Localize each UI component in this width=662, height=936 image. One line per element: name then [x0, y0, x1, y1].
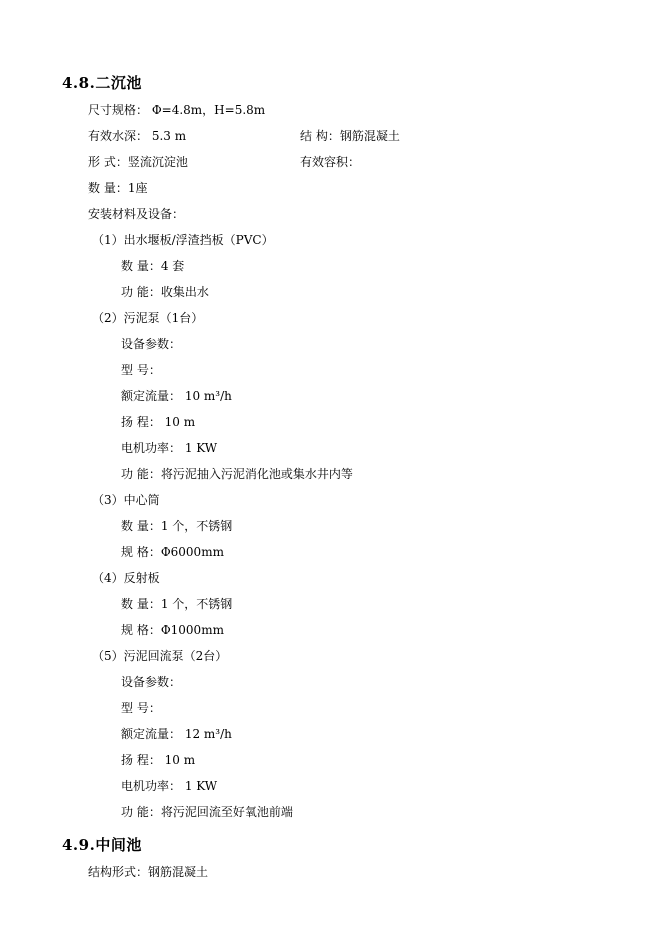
item-line: 数 量：4 套: [121, 259, 185, 273]
spec-volume: 有效容积：: [300, 155, 361, 169]
item-line: 设备参数：: [121, 337, 182, 351]
item-line: 规 格：Φ1000mm: [121, 623, 224, 637]
item-line: 额定流量： 12 m³/h: [121, 727, 232, 741]
item-line: 额定流量： 10 m³/h: [121, 389, 232, 403]
spec-structure: 结 构：钢筋混凝土: [300, 129, 400, 143]
spec-size: 尺寸规格： Φ=4.8m，H=5.8m: [88, 103, 266, 117]
item-line: 规 格：Φ6000mm: [121, 545, 224, 559]
item-line: 扬 程： 10 m: [121, 753, 196, 767]
spec-structure-form: 结构形式：钢筋混凝土: [88, 865, 209, 879]
item-line: 数 量：1 个，不锈钢: [121, 597, 233, 611]
section-heading-4-9: 4.9.中间池: [62, 836, 142, 854]
spec-depth: 有效水深： 5.3 m: [88, 129, 187, 143]
item-line: 扬 程： 10 m: [121, 415, 196, 429]
item-title-5: （5）污泥回流泵（2台）: [92, 649, 228, 663]
item-line: 设备参数：: [121, 675, 182, 689]
item-line: 型 号：: [121, 363, 161, 377]
item-title-3: （3）中心筒: [92, 493, 160, 507]
section-heading-4-8: 4.8.二沉池: [62, 74, 142, 92]
item-line: 数 量：1 个，不锈钢: [121, 519, 233, 533]
item-line: 功 能：将污泥回流至好氧池前端: [121, 805, 293, 819]
item-title-4: （4）反射板: [92, 571, 160, 585]
item-line: 功 能：收集出水: [121, 285, 209, 299]
item-line: 功 能：将污泥抽入污泥消化池或集水井内等: [121, 467, 353, 481]
spec-quantity: 数 量：1座: [88, 181, 148, 195]
spec-materials: 安装材料及设备：: [88, 207, 185, 221]
item-title-1: （1）出水堰板/浮渣挡板（PVC）: [92, 233, 274, 247]
item-title-2: （2）污泥泵（1台）: [92, 311, 204, 325]
spec-form: 形 式：竖流沉淀池: [88, 155, 188, 169]
item-line: 电机功率： 1 KW: [121, 441, 218, 455]
item-line: 型 号：: [121, 701, 161, 715]
item-line: 电机功率： 1 KW: [121, 779, 218, 793]
